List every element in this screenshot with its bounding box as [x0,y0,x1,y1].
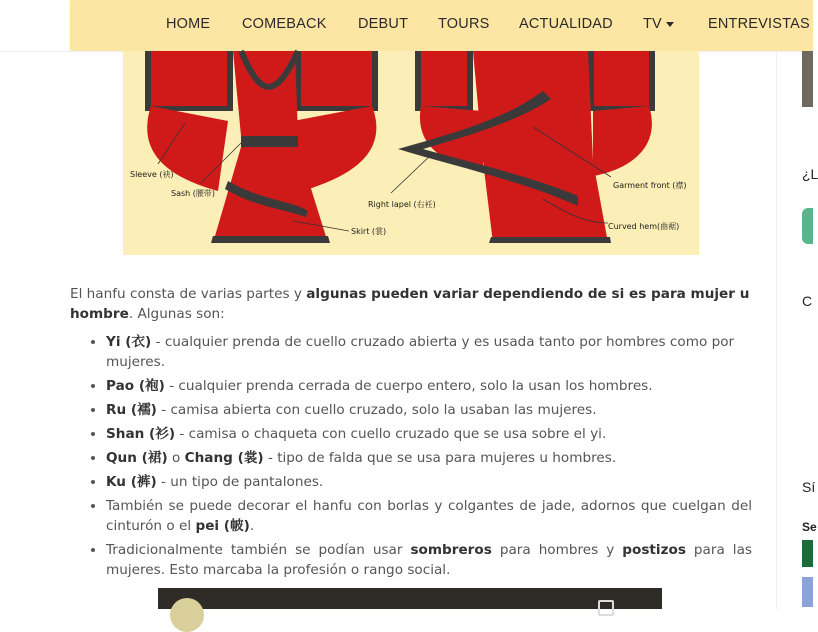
chevron-down-icon [666,22,674,27]
item-text: - un tipo de pantalones. [156,474,324,490]
embedded-video[interactable] [158,588,662,609]
intro-text-end: . Algunas son: [128,306,225,322]
item-term: Qun (裙) [106,450,168,466]
item-text: . [249,518,255,534]
label-sash: Sash (腰带) [171,189,216,198]
sidebar-heading: C [802,293,813,309]
nav-actualidad[interactable]: ACTUALIDAD [519,16,613,32]
intro-bold-text: algunas pueden variar dependiendo de si es para mujer u hombre [70,286,750,322]
item-term: Ku (裤) [106,474,157,490]
list-item [106,424,752,444]
intro-text: El hanfu consta de varias partes y [70,286,307,302]
nav-tv[interactable] [643,16,674,36]
sidebar-button[interactable] [802,208,813,244]
article-intro [70,284,752,324]
item-term: Shan (衫) [106,426,176,442]
item-term: sombreros [410,542,492,558]
sidebar-divider [776,51,777,609]
left-garment-figure [145,51,378,243]
nav-debut[interactable]: DEBUT [358,16,409,32]
list-item [106,376,752,396]
right-garment-figure [398,51,655,243]
item-text: o [167,450,185,466]
list-item [106,332,752,372]
sidebar-heading: Se [802,520,817,534]
hanfu-diagram-image [123,51,699,255]
item-term: Yi (衣) [106,334,152,350]
nav-comeback[interactable]: COMEBACK [242,16,327,32]
logo-area [0,0,70,52]
item-term: Pao (袍) [106,378,165,394]
nav-tours[interactable]: TOURS [438,16,490,32]
sidebar-heading: Sí [802,479,816,495]
list-item [106,540,752,580]
item-text: También se puede decorar el hanfu con borlas y colgantes de jade, adornos que cuelgan del cinturón o el [106,498,752,534]
copy-link-icon[interactable] [598,600,614,616]
item-text: - cualquier prenda cerrada de cuerpo entero, solo la usan los hombres. [164,378,653,394]
item-text: - camisa abierta con cuello cruzado, solo la usaban las mujeres. [156,402,597,418]
sidebar-heading: ¿L [802,166,818,182]
list-item [106,448,752,468]
sidebar-thumbnail[interactable] [802,540,813,567]
list-item [106,400,752,420]
item-term: pei (帔) [195,518,250,534]
label-garment-front: Garment front (襟) [613,181,687,190]
item-term: Ru (襦) [106,402,157,418]
label-sleeve: Sleeve (袂) [130,170,174,179]
item-text: para hombres y [491,542,623,558]
sidebar-thumbnail[interactable] [802,51,813,107]
item-text: - camisa o chaqueta con cuello cruzado que se usa sobre el yi. [175,426,607,442]
nav-tv-label: TV [643,16,662,32]
list-item [106,472,752,492]
item-term: Chang (裳) [184,450,264,466]
item-text: - tipo de falda que se usa para mujeres u hombres. [263,450,617,466]
channel-avatar [170,598,204,632]
article-body [70,284,752,584]
item-text: para las mujeres. Esto marcaba la profesión o rango social. [106,542,752,578]
sidebar-thumbnail[interactable] [802,577,813,607]
top-navigation [70,0,813,51]
item-text: Tradicionalmente también se podían usar [106,542,411,558]
item-term: postizos [622,542,686,558]
nav-entrevistas[interactable]: ENTREVISTAS [708,16,810,32]
label-curved-hem: Curved hem(曲裾) [608,222,680,231]
nav-home[interactable]: HOME [166,16,211,32]
hanfu-parts-list [70,332,752,580]
item-text: - cualquier prenda de cuello cruzado abierta y es usada tanto por hombres como por mujeres. [106,334,735,370]
label-right-lapel: Right lapel (右衽) [368,200,436,209]
list-item [106,496,752,536]
label-skirt: Skirt (裳) [351,227,387,236]
